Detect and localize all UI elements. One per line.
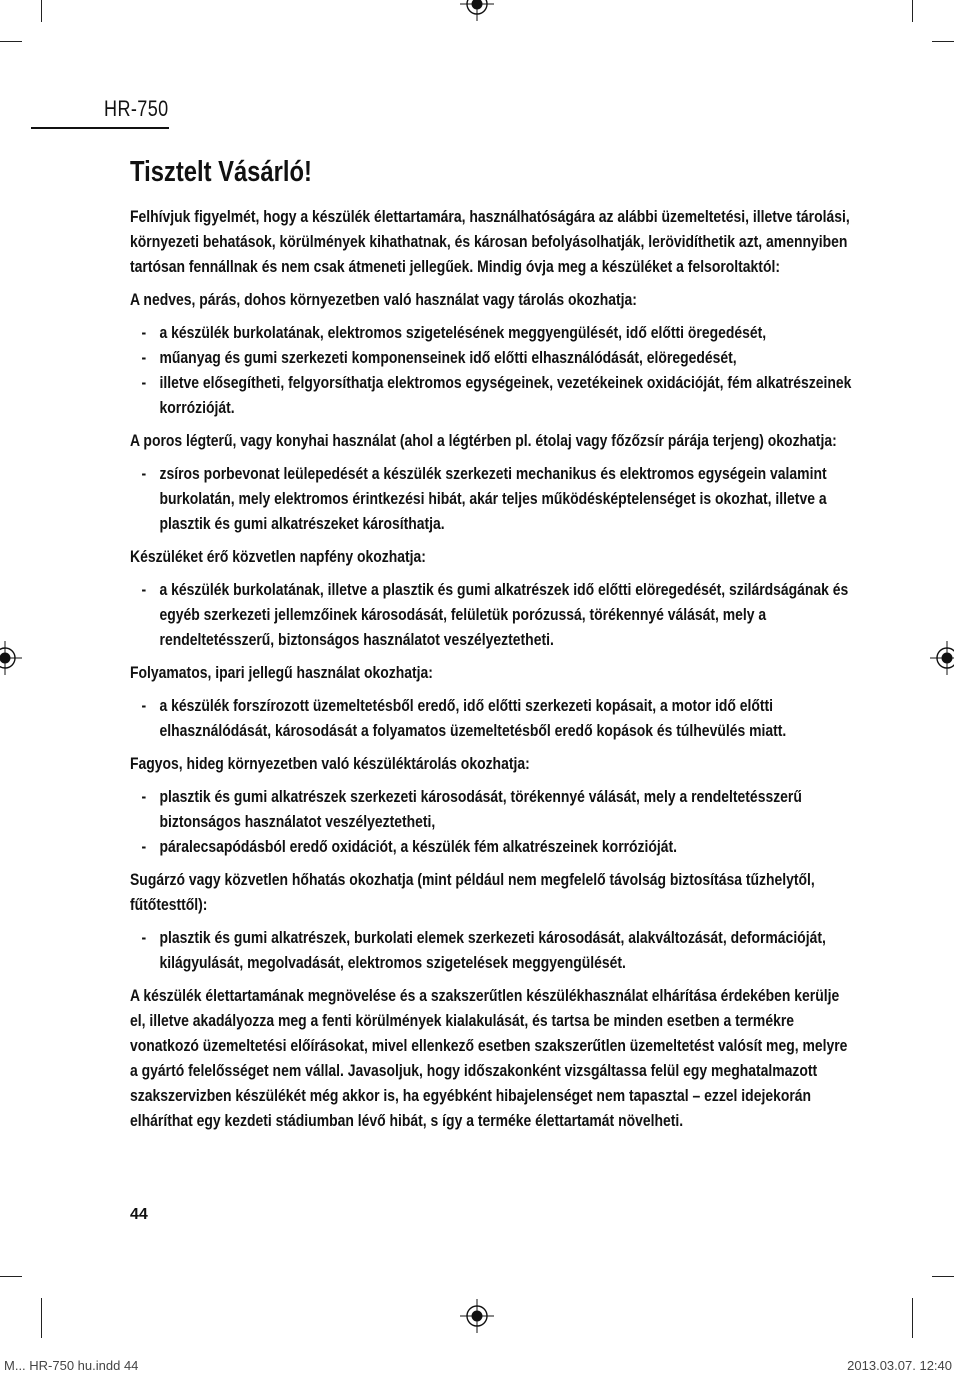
section-heading: Folyamatos, ipari jellegű használat okozhatja:: [130, 663, 433, 682]
registration-mark-icon: [0, 641, 22, 675]
page-content: [130, 152, 852, 1141]
crop-mark: [0, 41, 22, 42]
crop-mark: [932, 1276, 954, 1277]
intro-paragraph: Felhívjuk figyelmét, hogy a készülék élettartamára, használhatóságára az alábbi üzemeltetési, illetve tárolási, környezeti behatások, körülmények kihathatnak, és károsan befolyásolhatják, lerövidíthetik azt, amennyiben tartósan fennállnak és nem csak átmeneti jellegűek. Mindig óvja meg a készüléket a felsoroltaktól:: [130, 207, 850, 276]
crop-mark: [0, 1276, 22, 1277]
crop-mark: [932, 41, 954, 42]
registration-mark-icon: [460, 1299, 494, 1333]
list-item: - plasztik és gumi alkatrészek szerkezeti károsodását, törékennyé válását, mely a rendeltetésszerű biztonságos használatot veszélyeztetheti,: [130, 784, 852, 834]
section-list: [130, 461, 852, 536]
list-item: - plasztik és gumi alkatrészek, burkolati elemek szerkezeti károsodását, alakváltozását, deformációját, kilágyulását, megolvadását, elektromos szigetelések meggyengülését.: [130, 925, 852, 975]
section-heading: Fagyos, hideg környezetben való készüléktárolás okozhatja:: [130, 754, 530, 773]
section-list: [130, 320, 852, 420]
print-slug-file: M... HR-750 hu.indd 44: [4, 1358, 139, 1373]
list-item: - páralecsapódásból eredő oxidációt, a készülék fém alkatrészeinek korrózióját.: [130, 834, 852, 859]
list-item: - a készülék forszírozott üzemeltetésből eredő, idő előtti szerkezeti kopásait, a motor idő előtti elhasználódását, károsodását a folyamatos üzemeltetésből eredő kopások és túlhevülés miatt.: [130, 693, 852, 743]
page-title: Tisztelt Vásárló!: [130, 156, 312, 188]
list-item: - zsíros porbevonat leülepedését a készülék szerkezeti mechanikus és elektromos egységein valamint burkolatán, mely elektromos érintkezési hibát, akár teljes működésképtelenséget is okozhat, illetve a plasztik és gumi alkatrészeket károsíthatja.: [130, 461, 852, 536]
list-item: - a készülék burkolatának, elektromos szigetelésének meggyengülését, idő előtti öregedését,: [130, 320, 852, 345]
print-slug-date: 2013.03.07. 12:40: [847, 1358, 952, 1373]
section-heading: A poros légterű, vagy konyhai használat (ahol a légtérben pl. étolaj vagy főzőzsír párája terjeng) okozhatja:: [130, 431, 837, 450]
header-rule: [31, 127, 169, 129]
model-name: HR-750: [104, 96, 169, 121]
print-slug: [0, 1358, 954, 1372]
list-item: - műanyag és gumi szerkezeti komponenseinek idő előtti elhasználódását, elöregedését,: [130, 345, 852, 370]
crop-mark: [912, 0, 913, 22]
section-heading: Sugárzó vagy közvetlen hőhatás okozhatja (mint például nem megfelelő távolság biztosítása tűzhelytől, fűtőtesttől):: [130, 870, 815, 914]
closing-paragraph: A készülék élettartamának megnövelése és a szakszerűtlen készülékhasználat elhárítása érdekében kerülje el, illetve akadályozza meg a fenti körülmények kialakulását, és tartsa be minden esetben a termékre vonatkozó üzemeltetési előírásokat, mivel ellenkező esetben szakszerűtlen üzemeltetést valósít meg, melyre a gyártó felelősséget nem vállal. Javasoljuk, hogy időszakonként vizsgáltassa felül egy meghatalmazott szakszervizben készülékét még akkor is, ha egyébként hibajelenséget nem tapasztal – ezzel idejekorán elháríthat egy kezdeti stádiumban lévő hibát, s így a terméke élettartamát növelheti.: [130, 986, 848, 1130]
list-item: - illetve elősegítheti, felgyorsíthatja elektromos egységeinek, vezetékeinek oxidációját, fém alkatrészeinek korrózióját.: [130, 370, 852, 420]
section-heading: A nedves, párás, dohos környezetben való használat vagy tárolás okozhatja:: [130, 290, 637, 309]
crop-mark: [41, 1298, 42, 1338]
section-list: [130, 693, 852, 743]
crop-mark: [912, 1298, 913, 1338]
page-number: 44: [130, 1206, 148, 1223]
section-list: [130, 784, 852, 859]
section-list: [130, 925, 852, 975]
list-item: - a készülék burkolatának, illetve a plasztik és gumi alkatrészek idő előtti elöregedését, szilárdságának és egyéb szerkezeti jellemzőinek károsodását, felületük porózussá, törékennyé válását, mely a rendeltetésszerű, biztonságos használatot veszélyeztetheti.: [130, 577, 852, 652]
section-heading: Készüléket érő közvetlen napfény okozhatja:: [130, 547, 426, 566]
crop-mark: [41, 0, 42, 22]
registration-mark-icon: [460, 0, 494, 21]
section-list: [130, 577, 852, 652]
registration-mark-icon: [930, 641, 954, 675]
